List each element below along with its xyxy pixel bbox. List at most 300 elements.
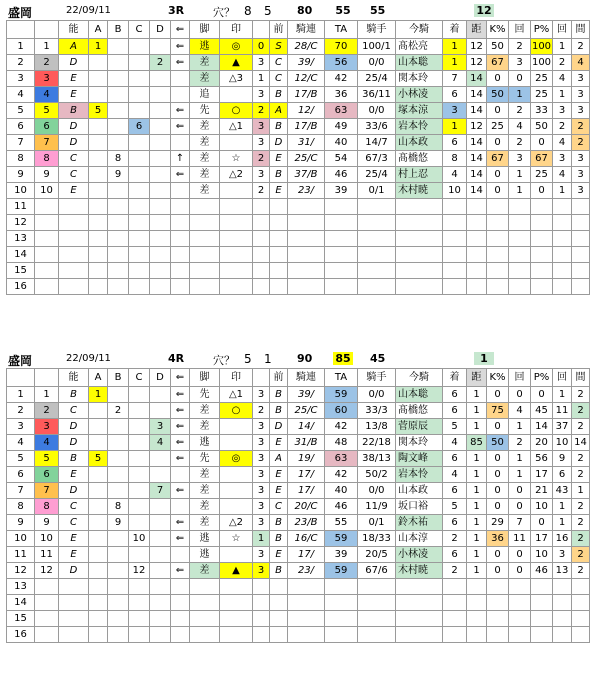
kai2-cell: 1 [553,515,572,531]
chaku-cell [443,627,467,643]
column-header-col-a: A [89,369,108,387]
chaku-cell: 6 [443,403,467,419]
mark-cell [220,263,253,279]
kan-cell: 3 [572,183,590,199]
col-b-cell [108,215,129,231]
mae-cell: E [270,467,288,483]
p-pct-cell: 0 [531,135,553,151]
kishu-cell: 0/0 [358,387,396,403]
horse-no-cell: 9 [7,167,35,183]
horse-no-cell: 2 [7,403,35,419]
kai2-cell: 1 [553,87,572,103]
col-d-cell [150,167,171,183]
horse-no-cell: 6 [7,467,35,483]
kyaku-cell: 差 [190,167,220,183]
ta-cell: 39 [325,183,358,199]
col-c-cell [129,627,150,643]
kan-cell: 3 [572,167,590,183]
mark-cell [220,627,253,643]
score-ta: 55 [335,4,351,17]
mae-cell: A [270,451,288,467]
jockey-cell [396,579,443,595]
kai2-cell: 2 [553,55,572,71]
ninki-cell: 3 [253,451,270,467]
kishu-cell: 20/5 [358,547,396,563]
ta-cell: 39 [325,547,358,563]
nouryoku-cell [59,579,89,595]
mark-cell: ☆ [220,151,253,167]
chaku-cell: 1 [443,119,467,135]
p-pct-cell: 25 [531,167,553,183]
ninki-cell: 3 [253,135,270,151]
horse-no-cell: 16 [7,627,35,643]
table-row [7,483,590,499]
ta-cell [325,215,358,231]
column-header-k-pct: K% [487,21,509,39]
kyori-cell: 1 [467,563,487,579]
k-pct-cell: 50 [487,435,509,451]
col-a-cell [89,499,108,515]
p-pct-cell: 100 [531,55,553,71]
mark-cell: ○ [220,103,253,119]
kyori-cell: 12 [467,39,487,55]
p-pct-cell: 46 [531,563,553,579]
col-a-cell [89,579,108,595]
column-header-arrow: ⇐ [171,369,190,387]
ninki-cell [253,199,270,215]
kishu-cell: 11/9 [358,499,396,515]
nouryoku-cell: C [59,151,89,167]
kan-cell: 3 [572,71,590,87]
col-d-cell: 7 [150,483,171,499]
col-d-cell [150,135,171,151]
kyori-cell: 1 [467,515,487,531]
jockey-cell [396,595,443,611]
kiren-cell [288,595,325,611]
arrow-cell [171,263,190,279]
horse-no-cell: 2 [7,55,35,71]
arrow-cell [171,199,190,215]
kan-cell: 4 [572,55,590,71]
ninki-cell: 3 [253,483,270,499]
kai-cell: 3 [509,151,531,167]
nouryoku-cell [59,263,89,279]
kyaku-cell: 差 [190,183,220,199]
jockey-cell: 山本政 [396,483,443,499]
col-d-cell [150,215,171,231]
col-a-cell [89,483,108,499]
kishu-cell: 36/11 [358,87,396,103]
nouryoku-cell [59,247,89,263]
kishu-cell: 0/1 [358,515,396,531]
kiren-cell [288,263,325,279]
kai-cell [509,595,531,611]
horse-no-cell: 12 [7,563,35,579]
mae-cell [270,279,288,295]
kyaku-cell [190,215,220,231]
ninki-cell [253,595,270,611]
kai2-cell: 1 [553,387,572,403]
mark-cell [220,435,253,451]
column-header-kyori: 距 [467,21,487,39]
ninki-cell [253,611,270,627]
kishu-cell: 33/6 [358,119,396,135]
kiren-cell: 39/ [288,387,325,403]
jockey-cell: 岩本怜 [396,467,443,483]
col-a-cell [89,531,108,547]
mark-cell: △1 [220,119,253,135]
ninki-cell [253,231,270,247]
horse-no-cell: 1 [7,387,35,403]
arrow-cell: ⇐ [171,419,190,435]
kan-cell: 2 [572,499,590,515]
jockey-cell: 鈴木祐 [396,515,443,531]
column-header-kiren: 騎連 [288,369,325,387]
col-b-cell [108,595,129,611]
kan-cell: 2 [572,451,590,467]
kiren-cell: 23/ [288,183,325,199]
mae-cell [270,611,288,627]
race-block-1 [0,2,606,295]
column-header-waku [35,369,59,387]
race-header [0,2,606,20]
waku-cell: 9 [35,515,59,531]
horse-no-cell: 3 [7,71,35,87]
kai2-cell [553,627,572,643]
kai-cell: 7 [509,515,531,531]
mae-cell [270,231,288,247]
kai2-cell [553,579,572,595]
kyori-cell: 1 [467,387,487,403]
kan-cell [572,279,590,295]
column-header-nouryoku: 能 [59,21,89,39]
waku-cell: 6 [35,119,59,135]
horse-no-cell: 9 [7,515,35,531]
k-pct-cell: 29 [487,515,509,531]
score-kiren: 80 [297,4,313,17]
horse-no-cell: 5 [7,451,35,467]
ninki-cell: 3 [253,563,270,579]
arrow-cell: ⇐ [171,563,190,579]
col-b-cell [108,547,129,563]
nouryoku-cell [59,595,89,611]
col-c-cell [129,135,150,151]
kyaku-cell: 差 [190,563,220,579]
ninki-cell: 2 [253,403,270,419]
kyaku-cell: 差 [190,135,220,151]
jockey-cell: 髙橋悠 [396,151,443,167]
chaku-cell [443,231,467,247]
horse-no-cell: 14 [7,247,35,263]
chaku-cell: 10 [443,183,467,199]
mae-cell: C [270,55,288,71]
col-c-cell [129,515,150,531]
kyori-cell: 85 [467,435,487,451]
race-block-2 [0,350,606,643]
arrow-cell [171,467,190,483]
jockey-cell: 山本政 [396,135,443,151]
column-header-mae: 前 [270,21,288,39]
col-d-cell [150,263,171,279]
waku-cell [35,247,59,263]
kan-cell: 2 [572,419,590,435]
kai2-cell [553,231,572,247]
kishu-cell: 22/18 [358,435,396,451]
nouryoku-cell [59,231,89,247]
table-row [7,87,590,103]
ta-cell: 54 [325,151,358,167]
horse-no-cell: 1 [7,39,35,55]
k-pct-cell: 0 [487,483,509,499]
ta-cell [325,627,358,643]
mark-cell [220,135,253,151]
race-table [6,20,590,295]
score-ta: 85 [333,352,353,365]
kai2-cell [553,595,572,611]
col-b-cell [108,531,129,547]
waku-cell: 8 [35,151,59,167]
arrow-cell: ⇐ [171,483,190,499]
waku-cell [35,627,59,643]
col-c-cell [129,87,150,103]
ta-cell [325,199,358,215]
ninki-cell: 3 [253,515,270,531]
col-c-cell [129,199,150,215]
col-a-cell [89,87,108,103]
kiren-cell: 12/ [288,103,325,119]
column-header-mark: 印 [220,369,253,387]
ninki-cell: 3 [253,87,270,103]
kyori-cell [467,579,487,595]
p-pct-cell: 0 [531,387,553,403]
col-c-cell [129,499,150,515]
col-a-cell [89,435,108,451]
waku-cell: 7 [35,483,59,499]
kyori-cell [467,215,487,231]
col-c-cell [129,103,150,119]
column-header-horse-no [7,21,35,39]
col-a-cell [89,611,108,627]
table-row [7,55,590,71]
ta-cell: 48 [325,435,358,451]
arrow-cell [171,135,190,151]
kishu-cell: 100/1 [358,39,396,55]
col-a-cell [89,467,108,483]
nouryoku-cell [59,215,89,231]
kan-cell: 2 [572,403,590,419]
nouryoku-cell: C [59,499,89,515]
jockey-cell: 坂口裕 [396,499,443,515]
chaku-cell [443,611,467,627]
jockey-cell: 岩本怜 [396,119,443,135]
p-pct-cell: 0 [531,515,553,531]
jockey-cell [396,247,443,263]
kan-cell: 3 [572,87,590,103]
kai-cell: 1 [509,419,531,435]
kishu-cell [358,579,396,595]
mark-cell [220,199,253,215]
mark-cell [220,611,253,627]
arrow-cell [171,247,190,263]
kyori-cell: 1 [467,499,487,515]
col-a-cell [89,419,108,435]
waku-cell: 6 [35,467,59,483]
table-header-row [7,369,590,387]
table-row [7,247,590,263]
kishu-cell [358,215,396,231]
p-pct-cell: 33 [531,103,553,119]
kyaku-cell: 逃 [190,531,220,547]
kishu-cell: 25/4 [358,167,396,183]
mark-cell [220,183,253,199]
k-pct-cell: 0 [487,387,509,403]
horse-no-cell: 10 [7,531,35,547]
kiren-cell: 17/ [288,483,325,499]
mae-cell: B [270,167,288,183]
p-pct-cell: 25 [531,87,553,103]
col-b-cell [108,183,129,199]
k-pct-cell: 67 [487,151,509,167]
mae-cell: A [270,103,288,119]
col-a-cell [89,627,108,643]
arrow-cell: ⇐ [171,435,190,451]
mark-cell [220,483,253,499]
p-pct-cell: 21 [531,483,553,499]
col-b-cell [108,135,129,151]
kan-cell: 3 [572,151,590,167]
kai2-cell: 4 [553,71,572,87]
kiren-cell: 25/C [288,151,325,167]
k-pct-cell [487,215,509,231]
ta-cell [325,579,358,595]
mark-cell: ☆ [220,531,253,547]
kishu-cell [358,279,396,295]
chaku-cell: 1 [443,39,467,55]
ninki-cell [253,279,270,295]
kai-cell: 2 [509,39,531,55]
ninki-cell: 3 [253,419,270,435]
chaku-cell [443,247,467,263]
kai-cell [509,199,531,215]
table-row [7,547,590,563]
col-d-cell [150,39,171,55]
col-d-cell [150,627,171,643]
kyaku-cell: 差 [190,499,220,515]
jockey-cell: 塚本涼 [396,103,443,119]
nouryoku-cell: D [59,563,89,579]
mae-cell [270,247,288,263]
col-c-cell: 6 [129,119,150,135]
horse-no-cell: 7 [7,135,35,151]
ta-cell: 36 [325,87,358,103]
col-d-cell [150,387,171,403]
arrow-cell [171,499,190,515]
table-row [7,563,590,579]
kyori-cell [467,231,487,247]
jockey-cell: 山本淳 [396,531,443,547]
mae-cell [270,627,288,643]
horse-no-cell: 4 [7,435,35,451]
arrow-cell: ↑ [171,151,190,167]
kishu-cell: 0/0 [358,483,396,499]
kiren-cell: 25/C [288,403,325,419]
column-header-col-b: B [108,369,129,387]
nouryoku-cell [59,199,89,215]
kai-cell [509,279,531,295]
arrow-cell [171,215,190,231]
arrow-cell: ⇐ [171,55,190,71]
column-header-kai: 回 [509,21,531,39]
kai2-cell: 1 [553,183,572,199]
kyori-cell: 14 [467,103,487,119]
chaku-cell: 6 [443,135,467,151]
waku-cell: 3 [35,71,59,87]
col-b-cell [108,451,129,467]
column-header-kan: 間 [572,21,590,39]
col-a-cell [89,563,108,579]
ninki-cell [253,579,270,595]
horse-no-cell: 3 [7,419,35,435]
kai-cell [509,231,531,247]
col-d-cell: 3 [150,419,171,435]
kishu-cell [358,199,396,215]
horse-no-cell: 10 [7,183,35,199]
waku-cell: 2 [35,55,59,71]
kai2-cell: 3 [553,103,572,119]
kishu-cell: 18/33 [358,531,396,547]
jockey-cell: 髙橋悠 [396,403,443,419]
table-row [7,263,590,279]
col-d-cell [150,103,171,119]
nouryoku-cell: A [59,39,89,55]
ninki-cell: 2 [253,103,270,119]
waku-cell: 5 [35,451,59,467]
nouryoku-cell: B [59,103,89,119]
table-row [7,71,590,87]
mae-cell [270,199,288,215]
kai2-cell [553,263,572,279]
mark-cell [220,279,253,295]
kyaku-cell: 差 [190,483,220,499]
race-table [6,368,590,643]
kai2-cell [553,199,572,215]
jockey-cell: 関本玲 [396,71,443,87]
ta-cell: 59 [325,531,358,547]
kyaku-cell: 追 [190,87,220,103]
col-b-cell: 8 [108,499,129,515]
ta-cell: 63 [325,103,358,119]
waku-cell: 3 [35,419,59,435]
jockey-cell [396,279,443,295]
mark-cell [220,547,253,563]
arrow-cell: ⇐ [171,119,190,135]
arrow-cell: ⇐ [171,451,190,467]
waku-cell [35,199,59,215]
k-pct-cell: 50 [487,87,509,103]
k-pct-cell: 0 [487,103,509,119]
kai2-cell: 1 [553,499,572,515]
col-b-cell [108,247,129,263]
nouryoku-cell: D [59,135,89,151]
kiren-cell [288,199,325,215]
col-b-cell [108,231,129,247]
chaku-cell: 2 [443,563,467,579]
k-pct-cell: 50 [487,39,509,55]
horse-no-cell: 13 [7,231,35,247]
chaku-cell: 4 [443,467,467,483]
col-c-cell [129,387,150,403]
column-header-col-b: B [108,21,129,39]
